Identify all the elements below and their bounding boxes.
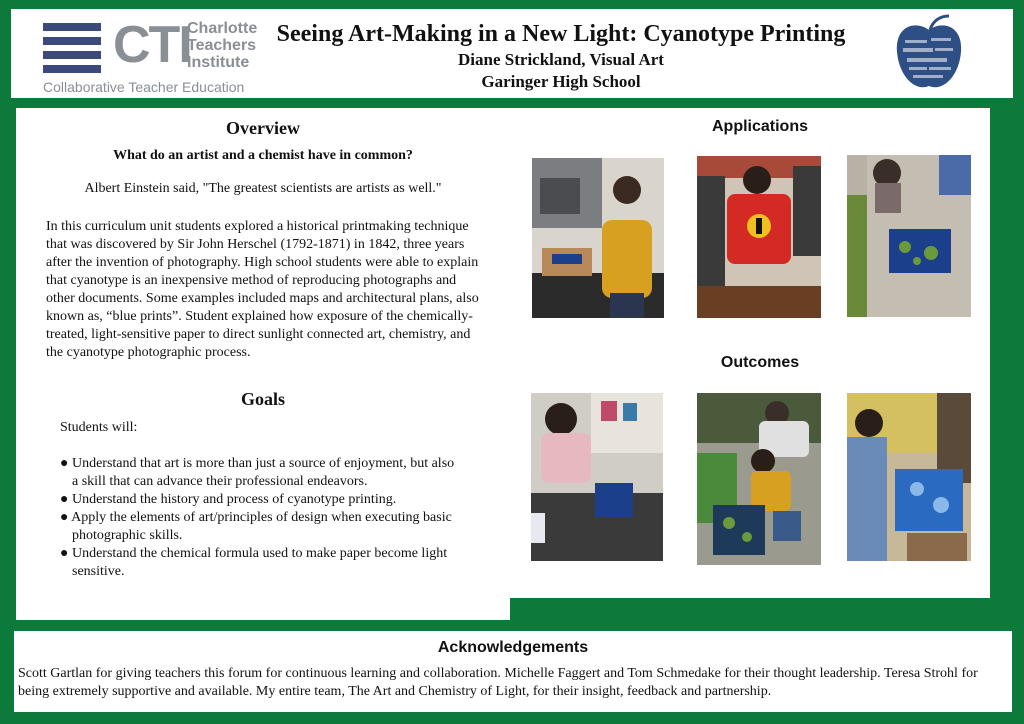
goal-item: ● Understand the chemical formula used to make paper become light sensitive. (60, 546, 448, 579)
goal-item: ● Understand that art is more than just a source of enjoyment, but also a skill that can advance their professional endeavors. (60, 456, 455, 489)
logo-tagline: Collaborative Teacher Education (43, 79, 245, 95)
acknowledgements-panel (14, 631, 1012, 712)
logo-bar (43, 37, 101, 45)
outcomes-heading: Outcomes (720, 354, 800, 371)
poster-title: Seeing Art-Making in a New Light: Cyanotype Printing (276, 21, 846, 47)
logo-bar (43, 23, 101, 31)
goals-list (60, 455, 460, 581)
applications-outcomes-panel (510, 108, 990, 598)
logo-name-line: Teachers (187, 37, 257, 54)
goals-heading: Goals (240, 389, 285, 409)
logo-name-line: Charlotte (187, 20, 258, 37)
logo-bar (43, 65, 101, 73)
students-with-print-outdoors-photo (697, 393, 821, 565)
apple-word-cloud-icon (889, 12, 969, 94)
applications-heading: Applications (711, 118, 808, 135)
student-holding-blue-print-photo (847, 393, 971, 561)
student-rinsing-print-photo (531, 393, 663, 561)
acknowledgements-heading: Acknowledgements (437, 639, 589, 656)
logo-letters: CTI (113, 16, 191, 74)
overview-question: What do an artist and a chemist have in common? (113, 148, 413, 163)
overview-heading: Overview (226, 118, 300, 138)
school: Garinger High School (481, 72, 641, 91)
goal-item: ● Understand the history and process of cyanotype printing. (60, 492, 397, 507)
cyanotype-print-on-sidewalk-photo (847, 155, 971, 317)
logo-bar (43, 51, 101, 59)
title-block (261, 19, 861, 93)
student-in-red-shirt-photo (697, 156, 821, 318)
logo-name-line: Institute (187, 54, 250, 71)
header-panel (11, 9, 1013, 98)
goals-intro: Students will: (60, 420, 138, 435)
author: Diane Strickland, Visual Art (458, 50, 664, 69)
einstein-quote: Albert Einstein said, "The greatest scientists are artists as well." (84, 181, 442, 196)
overview-paragraph: In this curriculum unit students explored a historical printmaking technique that was discovered by Sir John Herschel (1792-1871) in 1842, three years after the invention of photography. High school students were able to explain that cyanotype is an inexpensive method of reproducing photographs and other documents. Some examples included maps and architectural plans, also known as, “blue prints”. Student explained how exposure of the chemically-treated, light-sensitive paper to direct sunlight connected art, chemistry, and the cyanotype photographic process. (46, 219, 479, 360)
overview-goals-panel (16, 108, 510, 620)
acknowledgements-text: Scott Gartlan for giving teachers this forum for continuous learning and collaboration. Michelle Faggert and Tom Schmedake for their thought leadership. Teresa Strohl for being extremely supportive and available. My entire team, The Art and Chemistry of Light, for their insight, feedback and partnership. (18, 666, 978, 699)
cti-logo (29, 17, 269, 97)
goal-item: ● Apply the elements of art/principles of design when executing basic photographic skills. (60, 510, 452, 543)
student-in-yellow-at-sink-photo (532, 158, 664, 318)
